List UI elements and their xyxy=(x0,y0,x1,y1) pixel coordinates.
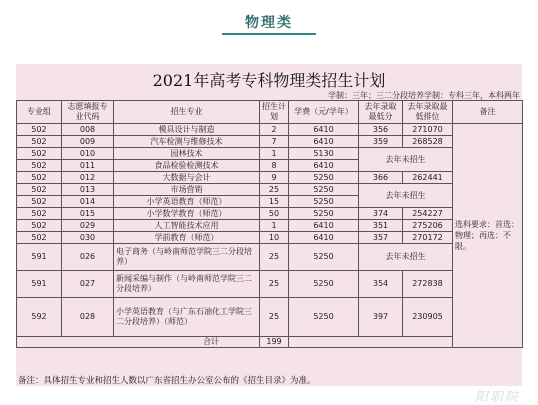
cell-group: 502 xyxy=(17,184,62,196)
cell-plan: 7 xyxy=(260,136,289,148)
table-row xyxy=(17,172,523,184)
cell-not-enrolled: 去年未招生 xyxy=(359,244,453,271)
table-header-row xyxy=(17,101,523,124)
cell-group: 592 xyxy=(17,298,62,337)
cell-group: 502 xyxy=(17,160,62,172)
header-fee: 学费（元/学年） xyxy=(289,101,359,124)
cell-plan: 2 xyxy=(260,124,289,136)
cell-major: 学前教育（师范） xyxy=(114,232,260,244)
table-row xyxy=(17,244,523,271)
cell-code: 010 xyxy=(62,148,114,160)
cell-fee: 6410 xyxy=(289,232,359,244)
cell-min-score: 356 xyxy=(359,124,403,136)
cell-code: 008 xyxy=(62,124,114,136)
cell-not-enrolled: 去年未招生 xyxy=(359,184,453,208)
cell-plan: 15 xyxy=(260,196,289,208)
cell-plan: 25 xyxy=(260,298,289,337)
total-row xyxy=(17,337,523,348)
enrollment-plan-sheet xyxy=(16,64,522,386)
cell-plan: 9 xyxy=(260,172,289,184)
cell-min-rank: 262441 xyxy=(403,172,453,184)
cell-code: 009 xyxy=(62,136,114,148)
cell-remark: 选科要求：首选：物理；再选：不限。 xyxy=(453,124,523,348)
table-row xyxy=(17,271,523,298)
table-row xyxy=(17,136,523,148)
cell-fee: 5250 xyxy=(289,184,359,196)
cell-major: 小学英语教育（与广东石油化工学院三二分段培养）（师范） xyxy=(114,298,260,337)
table-row xyxy=(17,124,523,136)
total-label: 合计 xyxy=(17,337,260,348)
cell-code: 014 xyxy=(62,196,114,208)
cell-plan: 10 xyxy=(260,232,289,244)
cell-group: 502 xyxy=(17,124,62,136)
footnote: 备注：具体招生专业和招生人数以广东省招生办公室公布的《招生目录》为准。 xyxy=(18,376,316,386)
document-title: 2021年高考专科物理类招生计划 xyxy=(152,71,386,90)
table-row xyxy=(17,184,523,196)
cell-code: 030 xyxy=(62,232,114,244)
cell-min-score: 357 xyxy=(359,232,403,244)
header-plan: 招生计划 xyxy=(260,101,289,124)
cell-group: 502 xyxy=(17,148,62,160)
total-value: 199 xyxy=(260,337,289,348)
cell-min-rank: 254227 xyxy=(403,208,453,220)
cell-fee: 6410 xyxy=(289,220,359,232)
cell-group: 591 xyxy=(17,271,62,298)
cell-code: 015 xyxy=(62,208,114,220)
cell-not-enrolled: 去年未招生 xyxy=(359,148,453,172)
cell-major: 模具设计与制造 xyxy=(114,124,260,136)
cell-code: 012 xyxy=(62,172,114,184)
cell-major: 大数据与会计 xyxy=(114,172,260,184)
table-row xyxy=(17,232,523,244)
cell-group: 502 xyxy=(17,220,62,232)
cell-min-score: 351 xyxy=(359,220,403,232)
cell-group: 502 xyxy=(17,232,62,244)
cell-plan: 25 xyxy=(260,271,289,298)
cell-fee: 5250 xyxy=(289,172,359,184)
cell-min-score: 359 xyxy=(359,136,403,148)
cell-major: 电子商务（与岭南师范学院三二分段培养） xyxy=(114,244,260,271)
table-row xyxy=(17,298,523,337)
header-min-rank: 去年录取最低排位 xyxy=(403,101,453,124)
cell-min-score: 397 xyxy=(359,298,403,337)
cell-code: 026 xyxy=(62,244,114,271)
cell-major: 人工智能技术应用 xyxy=(114,220,260,232)
cell-code: 013 xyxy=(62,184,114,196)
header-remark: 备注 xyxy=(453,101,523,124)
table-row xyxy=(17,148,523,160)
cell-code: 027 xyxy=(62,271,114,298)
cell-min-rank: 270172 xyxy=(403,232,453,244)
cell-fee: 5250 xyxy=(289,298,359,337)
header-major: 招生专业 xyxy=(114,101,260,124)
cell-min-rank: 272838 xyxy=(403,271,453,298)
cell-plan: 1 xyxy=(260,148,289,160)
cell-major: 食品检验检测技术 xyxy=(114,160,260,172)
cell-min-rank: 275206 xyxy=(403,220,453,232)
cell-major: 汽车检测与维修技术 xyxy=(114,136,260,148)
page-heading: 物理类 xyxy=(245,15,293,31)
header-min-score: 去年录取最低分 xyxy=(359,101,403,124)
header-group: 专业组 xyxy=(17,101,62,124)
total-empty xyxy=(289,337,453,348)
cell-fee: 5250 xyxy=(289,271,359,298)
cell-fee: 5250 xyxy=(289,196,359,208)
cell-major: 小学数学教育（师范） xyxy=(114,208,260,220)
cell-fee: 5250 xyxy=(289,244,359,271)
cell-group: 502 xyxy=(17,172,62,184)
cell-min-rank: 230905 xyxy=(403,298,453,337)
cell-plan: 25 xyxy=(260,244,289,271)
cell-major: 小学英语教育（师范） xyxy=(114,196,260,208)
cell-plan: 1 xyxy=(260,220,289,232)
cell-major: 新闻采编与制作（与岭南师范学院三二分段培养） xyxy=(114,271,260,298)
cell-fee: 6410 xyxy=(289,136,359,148)
cell-plan: 25 xyxy=(260,184,289,196)
cell-min-rank: 271070 xyxy=(403,124,453,136)
cell-min-score: 366 xyxy=(359,172,403,184)
cell-min-score: 354 xyxy=(359,271,403,298)
cell-fee: 5250 xyxy=(289,208,359,220)
cell-group: 502 xyxy=(17,208,62,220)
table-row xyxy=(17,208,523,220)
header-code: 志愿填报专业代码 xyxy=(62,101,114,124)
cell-code: 028 xyxy=(62,298,114,337)
cell-plan: 50 xyxy=(260,208,289,220)
heading-underline xyxy=(222,33,316,35)
cell-fee: 6410 xyxy=(289,124,359,136)
cell-major: 市场营销 xyxy=(114,184,260,196)
cell-fee: 6410 xyxy=(289,160,359,172)
cell-fee: 5130 xyxy=(289,148,359,160)
cell-code: 011 xyxy=(62,160,114,172)
cell-group: 591 xyxy=(17,244,62,271)
schooling-info: 学制：三年；三二分段培养学制：专科三年，本科两年 xyxy=(328,91,520,100)
cell-min-rank: 268528 xyxy=(403,136,453,148)
table-row xyxy=(17,220,523,232)
cell-code: 029 xyxy=(62,220,114,232)
watermark: 阳职院 xyxy=(474,390,520,405)
cell-group: 502 xyxy=(17,136,62,148)
cell-plan: 8 xyxy=(260,160,289,172)
enrollment-plan-table xyxy=(16,100,523,348)
cell-group: 502 xyxy=(17,196,62,208)
cell-major: 园林技术 xyxy=(114,148,260,160)
cell-min-score: 374 xyxy=(359,208,403,220)
